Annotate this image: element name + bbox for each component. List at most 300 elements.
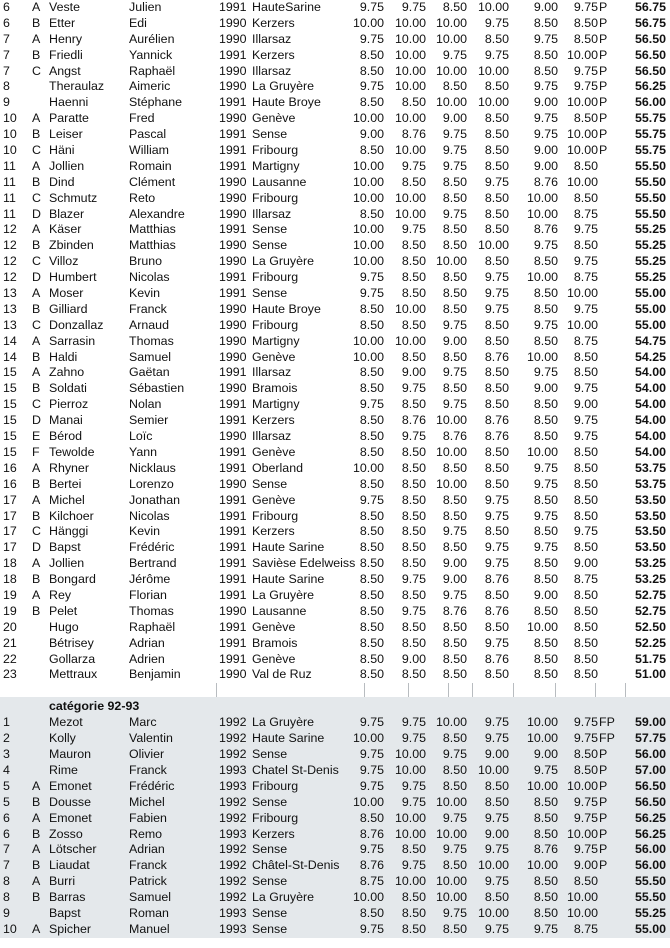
result-row [0,795,670,811]
total-cell: 56.50 [634,778,666,793]
first-name-cell: Fred [129,111,155,126]
result-row [0,858,670,874]
group-cell: B [32,794,41,809]
flag-cell: P [599,47,608,62]
club-cell: Illarsaz [252,63,292,78]
score-cell: 8.50 [533,254,558,269]
result-row [0,207,670,223]
category-title: catégorie 92-93 [49,699,140,714]
score-cell: 9.75 [573,254,598,269]
total-cell: 55.00 [634,317,666,332]
score-cell: 8.50 [573,619,598,634]
group-cell: B [32,858,41,873]
score-cell: 8.50 [442,238,467,253]
score-cell: 9.00 [401,365,426,380]
score-cell: 9.75 [442,317,467,332]
score-cell: 9.75 [359,270,384,285]
year-cell: 1990 [219,238,247,253]
score-cell: 8.50 [573,190,598,205]
score-cell: 9.00 [442,556,467,571]
score-cell: 10.00 [394,874,426,889]
score-cell: 8.50 [359,444,384,459]
rank-cell: 6 [3,826,10,841]
first-name-cell: Marc [129,715,157,730]
last-name-cell: Mettraux [49,667,98,682]
score-cell: 8.50 [573,349,598,364]
score-cell: 10.00 [526,619,558,634]
club-cell: La Gruyère [252,254,314,269]
score-cell: 9.75 [573,301,598,316]
flag-cell: P [599,63,608,78]
score-cell: 8.50 [359,206,384,221]
flag-cell: P [599,143,608,158]
group-cell: B [32,15,41,30]
score-cell: 9.75 [442,127,467,142]
score-cell: 9.00 [442,111,467,126]
club-cell: Kerzers [252,47,295,62]
score-cell: 9.00 [573,397,598,412]
result-row [0,381,670,397]
rank-cell: 7 [3,842,10,857]
separator-line [625,683,626,697]
score-cell: 9.75 [533,508,558,523]
group-cell: A [32,222,41,237]
score-cell: 8.50 [359,365,384,380]
score-cell: 9.75 [359,762,384,777]
score-cell: 10.00 [435,254,467,269]
score-cell: 9.75 [573,381,598,396]
year-cell: 1992 [219,890,247,905]
last-name-cell: Kolly [49,731,76,746]
total-cell: 56.25 [634,826,666,841]
result-row [0,222,670,238]
score-cell: 10.00 [526,858,558,873]
score-cell: 9.00 [484,826,509,841]
year-cell: 1991 [219,270,247,285]
score-cell: 9.75 [359,397,384,412]
year-cell: 1990 [219,317,247,332]
score-cell: 8.50 [401,556,426,571]
score-cell: 9.75 [359,492,384,507]
score-cell: 8.50 [484,794,509,809]
club-cell: Kerzers [252,826,295,841]
score-cell: 10.00 [352,15,384,30]
score-cell: 9.75 [533,921,558,936]
group-cell: A [32,0,41,14]
total-cell: 55.50 [634,174,666,189]
total-cell: 57.00 [634,762,666,777]
year-cell: 1990 [219,381,247,396]
rank-cell: 17 [3,508,17,523]
score-cell: 9.75 [573,715,598,730]
last-name-cell: Moser [49,286,84,301]
score-cell: 10.00 [352,222,384,237]
first-name-cell: Adrien [129,651,165,666]
score-cell: 9.00 [533,95,558,110]
result-row [0,874,670,890]
group-cell: B [32,508,41,523]
total-cell: 57.75 [634,731,666,746]
score-cell: 8.50 [401,476,426,491]
result-row [0,588,670,604]
rank-cell: 9 [3,905,10,920]
club-cell: Illarsaz [252,429,292,444]
last-name-cell: Blazer [49,206,85,221]
year-cell: 1993 [219,905,247,920]
score-cell: 9.75 [401,731,426,746]
score-cell: 10.00 [477,905,509,920]
club-cell: Sense [252,222,288,237]
score-cell: 8.50 [484,381,509,396]
score-cell: 8.76 [484,651,509,666]
score-cell: 9.75 [533,111,558,126]
last-name-cell: Bérod [49,429,83,444]
club-cell: Sense [252,286,288,301]
score-cell: 8.50 [442,190,467,205]
group-cell: A [32,492,41,507]
score-cell: 8.50 [484,317,509,332]
score-cell: 9.75 [401,222,426,237]
score-cell: 8.50 [442,301,467,316]
group-cell: A [32,842,41,857]
club-cell: Genève [252,651,296,666]
score-cell: 8.50 [359,508,384,523]
score-cell: 8.50 [484,79,509,94]
score-cell: 8.50 [359,619,384,634]
year-cell: 1991 [219,444,247,459]
score-cell: 8.50 [359,381,384,396]
club-cell: Sense [252,794,288,809]
score-cell: 8.50 [401,524,426,539]
score-cell: 10.00 [394,747,426,762]
score-cell: 10.00 [352,890,384,905]
last-name-cell: Bapst [49,540,81,555]
score-cell: 8.50 [401,317,426,332]
result-row [0,509,670,525]
last-name-cell: Gollarza [49,651,96,666]
score-cell: 10.00 [394,762,426,777]
score-cell: 10.00 [435,15,467,30]
first-name-cell: Olivier [129,747,165,762]
score-cell: 8.50 [359,95,384,110]
rank-cell: 14 [3,349,17,364]
score-cell: 8.76 [484,572,509,587]
group-cell: A [32,587,41,602]
club-cell: Fribourg [252,143,299,158]
year-cell: 1991 [219,95,247,110]
total-cell: 55.50 [634,158,666,173]
score-cell: 9.75 [484,540,509,555]
score-cell: 8.76 [533,222,558,237]
last-name-cell: Burri [49,874,76,889]
first-name-cell: Yann [129,444,158,459]
group-cell: D [32,270,41,285]
year-cell: 1992 [219,794,247,809]
total-cell: 53.50 [634,508,666,523]
club-cell: Sense [252,905,288,920]
score-cell: 10.00 [526,444,558,459]
last-name-cell: Bapst [49,905,81,920]
result-row [0,302,670,318]
flag-cell: P [599,111,608,126]
club-cell: Lausanne [252,603,307,618]
score-cell: 10.00 [394,63,426,78]
result-row [0,827,670,843]
rank-cell: 15 [3,429,17,444]
total-cell: 55.50 [634,890,666,905]
score-cell: 8.50 [533,413,558,428]
score-cell: 8.50 [401,286,426,301]
score-cell: 8.76 [359,826,384,841]
score-cell: 8.50 [359,429,384,444]
last-name-cell: Bétrisey [49,635,94,650]
score-cell: 10.00 [566,47,598,62]
score-cell: 8.50 [359,540,384,555]
group-cell: A [32,111,41,126]
result-row [0,32,670,48]
last-name-cell: Liaudat [49,858,90,873]
total-cell: 56.00 [634,842,666,857]
first-name-cell: Remo [129,826,163,841]
club-cell: Haute Sarine [252,540,325,555]
last-name-cell: Zbinden [49,238,94,253]
total-cell: 59.00 [634,715,666,730]
result-row [0,16,670,32]
last-name-cell: Angst [49,63,81,78]
first-name-cell: Yannick [129,47,173,62]
rank-cell: 12 [3,222,17,237]
separator-line [448,683,449,697]
rank-cell: 7 [3,63,10,78]
total-cell: 55.25 [634,905,666,920]
score-cell: 8.50 [401,540,426,555]
first-name-cell: Franck [129,762,167,777]
score-cell: 8.50 [573,747,598,762]
rank-cell: 16 [3,476,17,491]
result-row [0,636,670,652]
year-cell: 1991 [219,143,247,158]
result-row [0,175,670,191]
first-name-cell: Thomas [129,603,174,618]
score-cell: 8.50 [359,47,384,62]
separator-line [408,683,409,697]
score-cell: 9.75 [484,47,509,62]
flag-cell: P [599,747,608,762]
score-cell: 9.75 [573,413,598,428]
year-cell: 1992 [219,874,247,889]
score-cell: 8.50 [573,874,598,889]
score-cell: 8.50 [533,47,558,62]
total-cell: 55.50 [634,874,666,889]
total-cell: 55.75 [634,143,666,158]
last-name-cell: Pierroz [49,397,89,412]
score-cell: 9.75 [573,63,598,78]
score-cell: 9.75 [359,0,384,14]
score-cell: 8.50 [442,667,467,682]
group-cell: B [32,301,41,316]
year-cell: 1990 [219,254,247,269]
result-row [0,48,670,64]
club-cell: Chatel St-Denis [252,762,339,777]
first-name-cell: Adrian [129,842,165,857]
score-cell: 8.50 [401,397,426,412]
score-cell: 8.76 [401,413,426,428]
group-cell: A [32,921,41,936]
score-cell: 8.50 [533,572,558,587]
club-cell: Sense [252,476,288,491]
section-separator [0,683,670,697]
score-cell: 9.75 [484,731,509,746]
score-cell: 10.00 [394,810,426,825]
group-cell: A [32,810,41,825]
year-cell: 1991 [219,47,247,62]
score-cell: 8.50 [442,508,467,523]
score-cell: 8.50 [401,95,426,110]
score-cell: 8.50 [442,460,467,475]
rank-cell: 16 [3,460,17,475]
rank-cell: 17 [3,524,17,539]
score-cell: 8.50 [573,365,598,380]
total-cell: 52.25 [634,635,666,650]
score-cell: 8.50 [533,15,558,30]
score-cell: 10.00 [526,778,558,793]
score-cell: 10.00 [566,174,598,189]
score-cell: 8.50 [533,651,558,666]
score-cell: 8.50 [401,492,426,507]
score-cell: 8.50 [484,524,509,539]
separator-line [513,683,514,697]
score-cell: 9.75 [484,842,509,857]
total-cell: 52.75 [634,587,666,602]
score-cell: 8.50 [359,810,384,825]
total-cell: 55.50 [634,190,666,205]
first-name-cell: Benjamin [129,667,181,682]
score-cell: 8.50 [401,587,426,602]
total-cell: 55.75 [634,127,666,142]
rank-cell: 5 [3,794,10,809]
rank-cell: 15 [3,413,17,428]
first-name-cell: Adrian [129,635,165,650]
year-cell: 1990 [219,79,247,94]
score-cell: 9.75 [401,429,426,444]
club-cell: Sense [252,842,288,857]
total-cell: 54.00 [634,429,666,444]
last-name-cell: Mauron [49,747,92,762]
rank-cell: 7 [3,31,10,46]
score-cell: 9.75 [533,476,558,491]
score-cell: 8.50 [533,63,558,78]
last-name-cell: Bertei [49,476,82,491]
score-cell: 10.00 [352,731,384,746]
year-cell: 1990 [219,111,247,126]
result-row [0,143,670,159]
score-cell: 9.75 [442,905,467,920]
rank-cell: 13 [3,286,17,301]
last-name-cell: Zahno [49,365,85,380]
score-cell: 8.50 [401,238,426,253]
score-cell: 8.50 [484,254,509,269]
result-row [0,715,670,731]
score-cell: 9.75 [573,222,598,237]
rank-cell: 23 [3,667,17,682]
score-cell: 8.50 [359,587,384,602]
score-cell: 9.75 [533,238,558,253]
separator-line [364,683,365,697]
total-cell: 54.00 [634,381,666,396]
first-name-cell: Frédéric [129,540,175,555]
score-cell: 8.50 [533,635,558,650]
total-cell: 56.50 [634,63,666,78]
score-cell: 9.75 [484,270,509,285]
last-name-cell: Sarrasin [49,333,96,348]
score-cell: 10.00 [477,63,509,78]
first-name-cell: Raphaël [129,619,176,634]
score-cell: 8.50 [573,762,598,777]
score-cell: 10.00 [435,826,467,841]
total-cell: 53.75 [634,476,666,491]
year-cell: 1990 [219,190,247,205]
flag-cell: P [599,842,608,857]
first-name-cell: Aimeric [129,79,171,94]
last-name-cell: Manai [49,413,83,428]
score-cell: 9.75 [359,921,384,936]
first-name-cell: Roman [129,905,169,920]
club-cell: Genève [252,111,296,126]
score-cell: 8.50 [359,556,384,571]
rank-cell: 15 [3,381,17,396]
total-cell: 53.25 [634,556,666,571]
result-row [0,413,670,429]
club-cell: Haute Sarine [252,572,325,587]
rank-cell: 8 [3,890,10,905]
first-name-cell: Franck [129,858,167,873]
rank-cell: 11 [3,158,16,173]
total-cell: 55.50 [634,206,666,221]
year-cell: 1992 [219,810,247,825]
score-cell: 8.75 [573,333,598,348]
score-cell: 8.75 [573,572,598,587]
score-cell: 8.50 [484,619,509,634]
group-cell: A [32,286,41,301]
score-cell: 9.75 [359,79,384,94]
club-cell: Martigny [252,158,300,173]
first-name-cell: Romain [129,158,172,173]
year-cell: 1990 [219,174,247,189]
score-cell: 8.50 [484,778,509,793]
rank-cell: 7 [3,47,10,62]
score-cell: 9.75 [484,15,509,30]
flag-cell: P [599,79,608,94]
score-cell: 10.00 [352,794,384,809]
year-cell: 1990 [219,429,247,444]
last-name-cell: Jollien [49,158,85,173]
score-cell: 8.50 [484,365,509,380]
first-name-cell: Arnaud [129,317,169,332]
score-cell: 8.76 [484,429,509,444]
score-cell: 8.50 [442,79,467,94]
result-row [0,572,670,588]
year-cell: 1992 [219,858,247,873]
score-cell: 10.00 [477,858,509,873]
score-cell: 9.00 [442,572,467,587]
score-cell: 9.75 [484,301,509,316]
flag-cell: P [599,31,608,46]
rank-cell: 9 [3,95,10,110]
score-cell: 8.50 [573,460,598,475]
club-cell: Martigny [252,333,300,348]
club-cell: Kerzers [252,524,295,539]
club-cell: Genève [252,619,296,634]
